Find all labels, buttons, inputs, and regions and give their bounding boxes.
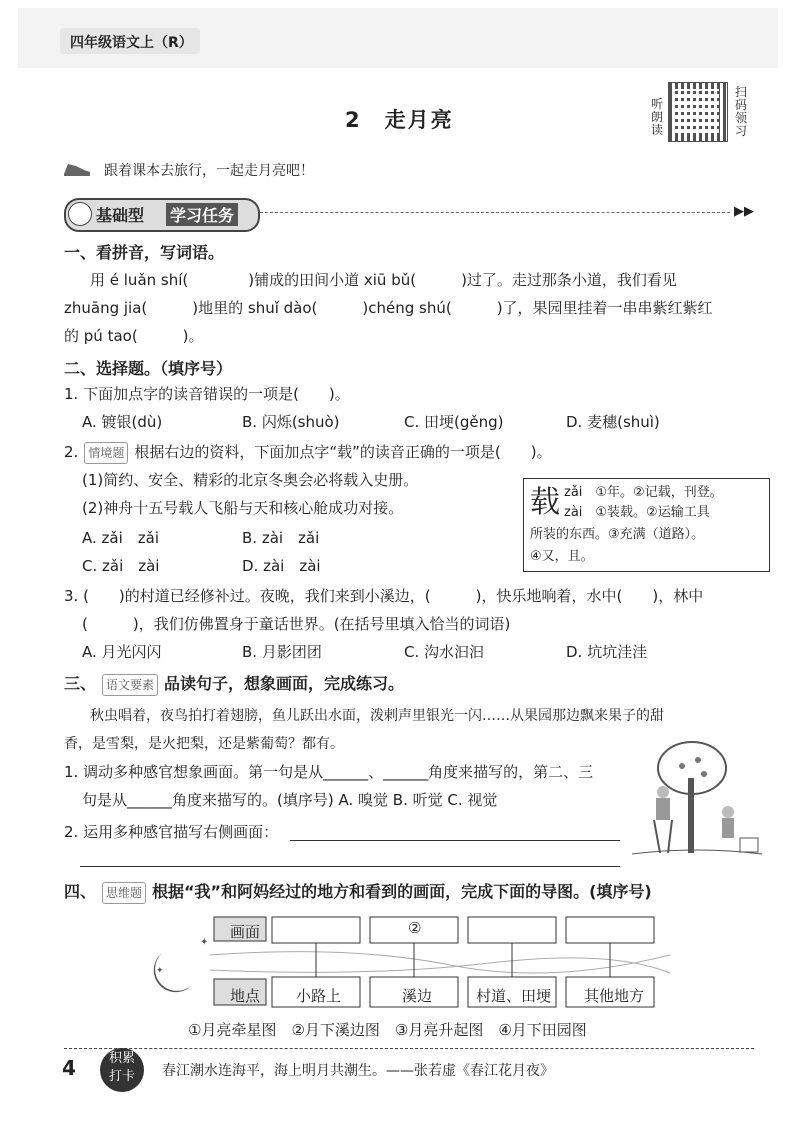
q2-1-stem: 1. 下面加点字的读音错误的一项是( )。 xyxy=(64,385,350,403)
footer-quote: 春江潮水连海平，海上明月共潮生。——张若虚《春江花月夜》 xyxy=(162,1063,554,1079)
badge-label: 积累打卡 xyxy=(108,1051,135,1084)
divider xyxy=(260,212,730,213)
q2-3-option-c: C. 沟水汩汩 xyxy=(404,643,485,661)
intro-text: 跟着课本去旅行，一起走月亮吧！ xyxy=(104,163,314,179)
diagram-row2-label: 地点 xyxy=(230,987,261,1005)
diagram-place-4: 其他地方 xyxy=(584,987,645,1005)
q1-heading: 一、看拼音，写词语。 xyxy=(64,243,225,262)
q2-2-num: 2. xyxy=(64,443,79,461)
q2-2-item1: (1)简约、安全、精彩的北京冬奥会必将载入史册。 xyxy=(82,471,419,489)
diagram-place-2: 溪边 xyxy=(402,987,433,1005)
q3-para-line1: 秋虫唱着，夜鸟拍打着翅膀，鱼儿跃出水面，泼剌声里银光一闪……从果园那边飘来果子的甜 xyxy=(90,708,664,724)
q1-line2: zhuāng jia( )地里的 shuǐ dào( )chéng shú( )了，果园里挂着一串串紫红紫红 xyxy=(64,299,713,317)
q3-tag: 语文要素 xyxy=(102,674,158,696)
q2-2-option-c: C. zǎi zài xyxy=(82,557,160,575)
diagram-place-3: 村道、田埂 xyxy=(476,987,552,1005)
answer-line[interactable] xyxy=(80,850,620,867)
q2-1-option-d: D. 麦穗(shuì) xyxy=(566,413,660,431)
qr-label-left: 听朗读 xyxy=(651,97,664,137)
q4-heading: 根据“我”和阿妈经过的地方和看到的画面，完成下面的导图。(填序号) xyxy=(152,882,652,901)
q2-3-line1: 3. ( )的村道已经修补过。夜晚，我们来到小溪边，( )，快乐地响着，水中( )，林中 xyxy=(64,587,704,605)
q1-line1: 用 é luǎn shí( )铺成的田间小道 xiū bǔ( )过了。走过那条小道，我们看见 xyxy=(90,271,677,289)
svg-text:✦: ✦ xyxy=(156,966,164,976)
q2-2-option-a: A. zǎi zǎi xyxy=(82,529,159,547)
task-label-2: 学习任务 xyxy=(166,203,238,226)
q2-2-item2: (2)神舟十五号载人飞船与天和核心舱成功对接。 xyxy=(82,499,404,517)
qr-code-pattern xyxy=(675,89,719,133)
q2-heading: 二、选择题。（填序号） xyxy=(64,359,233,378)
svg-text:✦: ✦ xyxy=(200,937,209,948)
q1-line3: 的 pú tao( )。 xyxy=(64,327,204,345)
q2-3-option-a: A. 月光闪闪 xyxy=(82,643,162,661)
q3-para-line2: 香，是雪梨，是火把梨，还是紫葡萄？都有。 xyxy=(64,736,344,752)
dictionary-char: 载 xyxy=(530,485,560,520)
q4-num: 四、 xyxy=(64,882,97,901)
q2-3-line2: ( )，我们仿佛置身于童话世界。(在括号里填入恰当的词语) xyxy=(82,615,511,633)
answer-line[interactable] xyxy=(290,824,620,841)
q3-1-line2: 句是从______角度来描写的。(填序号) A. 嗅觉 B. 听觉 C. 视觉 xyxy=(82,791,498,809)
q2-2-stem: 根据右边的资料，下面加点字“载”的读音正确的一项是( )。 xyxy=(134,443,552,461)
page-number: 4 xyxy=(62,1056,76,1080)
q2-2-stem-row xyxy=(64,442,552,464)
q4-options: ①月亮牵星图 ②月下溪边图 ③月亮升起图 ④月下田园图 xyxy=(188,1021,587,1039)
dictionary-line4: ④又，且。 xyxy=(530,549,594,564)
q3-2-stem: 2. 运用多种感官描写右侧画面： xyxy=(64,823,279,841)
diagram-filled-answer: ② xyxy=(408,919,422,937)
q4-tag: 思维题 xyxy=(102,882,146,904)
orchard-illustration xyxy=(632,738,762,858)
q2-1-option-c: C. 田埂(gěng) xyxy=(404,413,504,431)
q2-3-option-b: B. 月影团团 xyxy=(242,643,322,661)
grade-label: 四年级语文上（R） xyxy=(70,35,193,51)
q2-3-option-d: D. 坑坑洼洼 xyxy=(566,643,648,661)
lightbulb-icon xyxy=(68,202,92,226)
lesson-title: 2 走月亮 xyxy=(345,108,454,132)
q2-1-option-a: A. 镀银(dù) xyxy=(82,413,163,431)
q3-heading: 品读句子，想象画面，完成练习。 xyxy=(164,674,405,693)
q2-2-tag: 情境题 xyxy=(84,442,128,464)
q2-2-option-d: D. zài zài xyxy=(242,557,321,575)
diagram-place-1: 小路上 xyxy=(296,987,342,1005)
task-label-1: 基础型 xyxy=(96,206,145,225)
q3-1-line1: 1. 调动多种感官想象画面。第一句是从______、______角度来描写的，第二、三 xyxy=(64,763,594,781)
qr-label-right: 扫码领习 xyxy=(735,85,748,138)
double-arrow-icon: ▶▶ xyxy=(734,204,754,219)
dictionary-line3: 所装的东西。③充满（道路）。 xyxy=(530,527,705,542)
q4-heading-row xyxy=(64,882,652,904)
diagram-row1-label: 画面 xyxy=(230,923,261,941)
footer-divider xyxy=(64,1048,754,1049)
q2-1-option-b: B. 闪烁(shuò) xyxy=(242,413,340,431)
dictionary-line1: zǎi ①年。②记载，刊登。 xyxy=(564,485,723,500)
dictionary-line2: zài ①装载。②运输工具 xyxy=(564,505,710,520)
shoe-icon xyxy=(62,160,92,178)
q2-2-option-b: B. zài zǎi xyxy=(242,529,320,547)
q3-num: 三、 xyxy=(64,674,97,693)
q3-heading-row xyxy=(64,674,404,696)
